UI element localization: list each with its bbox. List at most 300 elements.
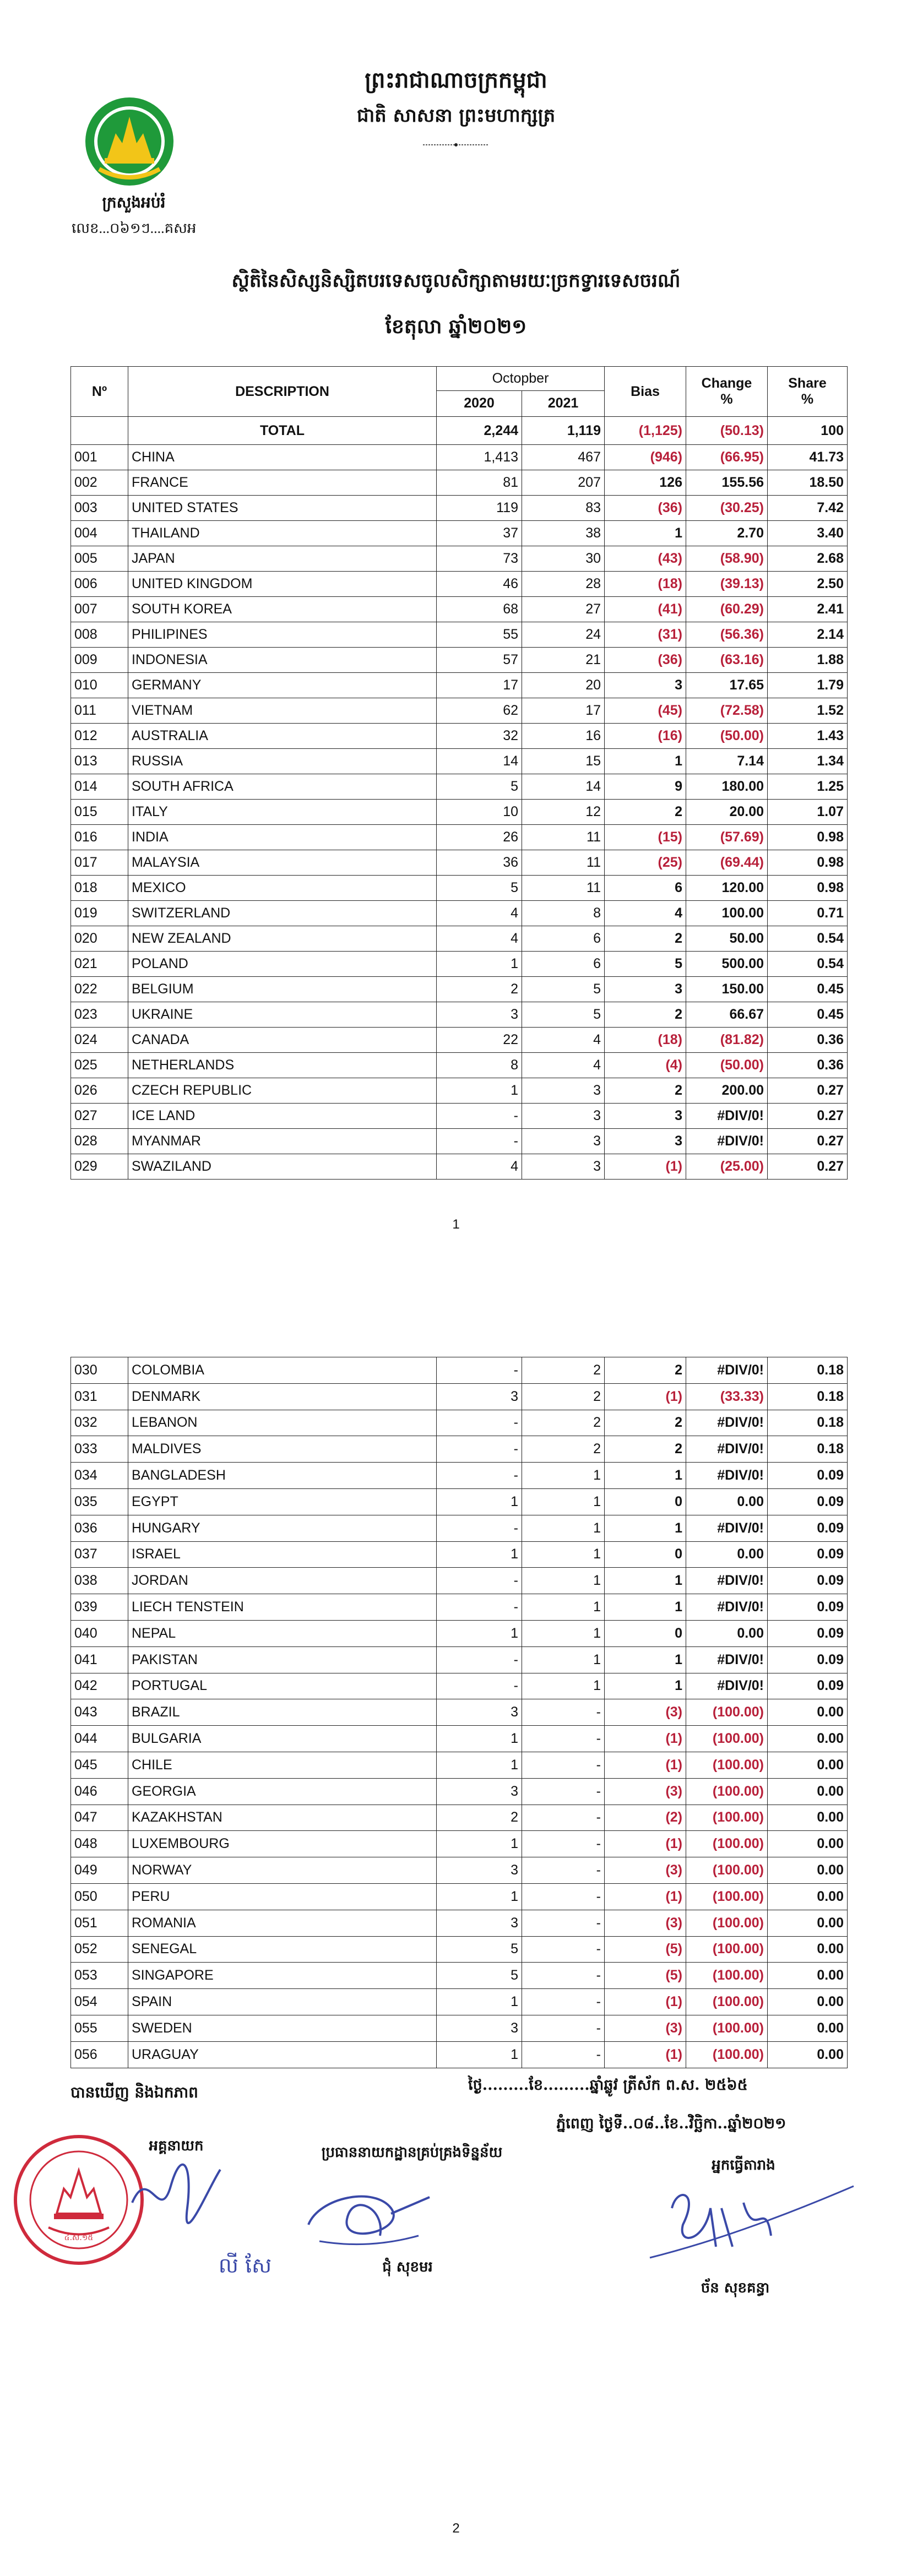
share-value: 0.36	[768, 1028, 848, 1053]
country-name: GERMANY	[128, 673, 437, 698]
value-2020: 4	[437, 1154, 522, 1180]
value-2021: -	[522, 1910, 605, 1936]
share-value: 0.00	[768, 1752, 848, 1778]
table-row	[71, 1594, 848, 1621]
country-name: CZECH REPUBLIC	[128, 1078, 437, 1104]
value-2021: 83	[522, 496, 605, 521]
share-value: 2.50	[768, 572, 848, 597]
value-2021: -	[522, 1857, 605, 1884]
value-2021: -	[522, 1936, 605, 1963]
value-2021: 1	[522, 1515, 605, 1541]
value-2020: 8	[437, 1053, 522, 1078]
row-number: 007	[71, 597, 128, 622]
value-2021: 30	[522, 546, 605, 572]
value-2020: -	[437, 1104, 522, 1129]
bias-value: (18)	[605, 1028, 686, 1053]
value-2020: 3	[437, 1910, 522, 1936]
country-name: NEPAL	[128, 1620, 437, 1646]
bias-value: (3)	[605, 1699, 686, 1726]
value-2021: 12	[522, 800, 605, 825]
bias-value: 2	[605, 1357, 686, 1384]
table-row	[71, 1936, 848, 1963]
row-number: 008	[71, 622, 128, 648]
share-value: 0.98	[768, 850, 848, 876]
value-2021: 11	[522, 825, 605, 850]
table-row	[71, 952, 848, 977]
value-2020: 1	[437, 1752, 522, 1778]
table-row	[71, 622, 848, 648]
table-row	[71, 648, 848, 673]
value-2021: 5	[522, 1002, 605, 1028]
country-name: NORWAY	[128, 1857, 437, 1884]
value-2021: 28	[522, 572, 605, 597]
bias-value: 1	[605, 1515, 686, 1541]
country-name: BULGARIA	[128, 1726, 437, 1752]
country-name: ROMANIA	[128, 1910, 437, 1936]
value-2020: -	[437, 1515, 522, 1541]
country-name: THAILAND	[128, 521, 437, 546]
table-row	[71, 546, 848, 572]
change-value: 0.00	[686, 1541, 768, 1568]
value-2021: 467	[522, 445, 605, 470]
share-value: 0.00	[768, 2041, 848, 2068]
header-change-unit: %	[720, 392, 733, 407]
row-number: 041	[71, 1646, 128, 1673]
change-value: (58.90)	[686, 546, 768, 572]
share-value: 0.00	[768, 1910, 848, 1936]
change-value: #DIV/0!	[686, 1104, 768, 1129]
bias-value: (1)	[605, 1831, 686, 1857]
share-value: 0.09	[768, 1463, 848, 1489]
ministry-logo-icon	[83, 95, 176, 191]
country-name: PHILIPINES	[128, 622, 437, 648]
table-row	[71, 597, 848, 622]
value-2020: 3	[437, 1699, 522, 1726]
bias-value: (2)	[605, 1805, 686, 1831]
row-number: 013	[71, 749, 128, 774]
table-row	[71, 1831, 848, 1857]
country-name: MALAYSIA	[128, 850, 437, 876]
bias-value: 1	[605, 1594, 686, 1621]
total-share: 100	[768, 417, 848, 445]
country-name: COLOMBIA	[128, 1357, 437, 1384]
value-2021: 1	[522, 1463, 605, 1489]
row-number: 051	[71, 1910, 128, 1936]
row-number: 021	[71, 952, 128, 977]
value-2020: 5	[437, 1936, 522, 1963]
value-2020: 3	[437, 1778, 522, 1805]
header-share-unit: %	[801, 392, 814, 407]
table-row	[71, 445, 848, 470]
change-value: (30.25)	[686, 496, 768, 521]
value-2020: 32	[437, 724, 522, 749]
share-value: 1.07	[768, 800, 848, 825]
value-2020: 2	[437, 977, 522, 1002]
table-row	[71, 1053, 848, 1078]
bias-value: (1)	[605, 1752, 686, 1778]
table-row	[71, 724, 848, 749]
bias-value: 3	[605, 1104, 686, 1129]
bias-value: (1)	[605, 1989, 686, 2015]
bias-value: (41)	[605, 597, 686, 622]
bias-value: 3	[605, 977, 686, 1002]
value-2021: 38	[522, 521, 605, 546]
value-2020: 1	[437, 1620, 522, 1646]
share-value: 0.98	[768, 825, 848, 850]
value-2021: -	[522, 1752, 605, 1778]
row-number: 040	[71, 1620, 128, 1646]
value-2021: 2	[522, 1410, 605, 1436]
row-number: 038	[71, 1568, 128, 1594]
row-number: 002	[71, 470, 128, 496]
value-2020: 1	[437, 1541, 522, 1568]
value-2020: 3	[437, 1383, 522, 1410]
table-row	[71, 926, 848, 952]
value-2021: -	[522, 1883, 605, 1910]
name-director-general: លី សែ	[218, 2253, 272, 2278]
country-name: PAKISTAN	[128, 1646, 437, 1673]
share-value: 1.25	[768, 774, 848, 800]
value-2020: -	[437, 1410, 522, 1436]
header-2020: 2020	[437, 390, 522, 416]
change-value: (100.00)	[686, 1936, 768, 1963]
table-row	[71, 1726, 848, 1752]
change-value: (100.00)	[686, 1699, 768, 1726]
share-value: 0.00	[768, 1883, 848, 1910]
bias-value: 1	[605, 1673, 686, 1699]
change-value: 66.67	[686, 1002, 768, 1028]
bias-value: 126	[605, 470, 686, 496]
bias-value: (45)	[605, 698, 686, 724]
change-value: #DIV/0!	[686, 1594, 768, 1621]
bias-value: (31)	[605, 622, 686, 648]
value-2020: 4	[437, 926, 522, 952]
table-row	[71, 1104, 848, 1129]
bias-value: 1	[605, 1646, 686, 1673]
row-number: 006	[71, 572, 128, 597]
bias-value: (1)	[605, 1883, 686, 1910]
value-2021: -	[522, 2041, 605, 2068]
share-value: 3.40	[768, 521, 848, 546]
table-row	[71, 1436, 848, 1463]
bias-value: (1)	[605, 1383, 686, 1410]
value-2021: -	[522, 1989, 605, 2015]
change-value: 200.00	[686, 1078, 768, 1104]
table-row	[71, 1463, 848, 1489]
row-number: 054	[71, 1989, 128, 2015]
change-value: 0.00	[686, 1488, 768, 1515]
share-value: 0.09	[768, 1646, 848, 1673]
country-name: UNITED STATES	[128, 496, 437, 521]
value-2020: -	[437, 1594, 522, 1621]
total-bias: (1,125)	[605, 417, 686, 445]
value-2020: -	[437, 1357, 522, 1384]
country-name: POLAND	[128, 952, 437, 977]
value-2021: 1	[522, 1594, 605, 1621]
row-number: 046	[71, 1778, 128, 1805]
national-motto: ជាតិ សាសនា ព្រះមហាក្សត្រ	[356, 105, 556, 127]
svg-text:៤.ស.១៥: ៤.ស.១៥	[64, 2233, 94, 2242]
bias-value: (36)	[605, 496, 686, 521]
role-director-general: អគ្គនាយក	[149, 2138, 204, 2154]
row-number: 052	[71, 1936, 128, 1963]
row-number: 015	[71, 800, 128, 825]
table-row	[71, 470, 848, 496]
value-2021: -	[522, 1831, 605, 1857]
row-number: 039	[71, 1594, 128, 1621]
row-number: 025	[71, 1053, 128, 1078]
share-value: 0.18	[768, 1383, 848, 1410]
table-row	[71, 1646, 848, 1673]
change-value: 150.00	[686, 977, 768, 1002]
value-2021: 24	[522, 622, 605, 648]
country-name: HUNGARY	[128, 1515, 437, 1541]
change-value: (25.00)	[686, 1154, 768, 1180]
value-2020: 55	[437, 622, 522, 648]
signature-left-icon	[127, 2153, 226, 2230]
share-value: 0.18	[768, 1357, 848, 1384]
row-number: 020	[71, 926, 128, 952]
role-department-head: ប្រធាននាយកដ្ឋានគ្រប់គ្រងទិន្នន័យ	[321, 2144, 503, 2161]
change-value: (100.00)	[686, 1726, 768, 1752]
country-name: CHINA	[128, 445, 437, 470]
value-2021: 11	[522, 876, 605, 901]
row-number: 001	[71, 445, 128, 470]
value-2021: 3	[522, 1104, 605, 1129]
value-2021: 16	[522, 724, 605, 749]
signature-mid-icon	[297, 2175, 441, 2258]
country-name: UKRAINE	[128, 1002, 437, 1028]
value-2020: 3	[437, 1857, 522, 1884]
header-change-label: Change	[701, 376, 752, 391]
change-value: #DIV/0!	[686, 1129, 768, 1154]
value-2020: -	[437, 1129, 522, 1154]
row-number: 050	[71, 1883, 128, 1910]
header-description: DESCRIPTION	[128, 367, 437, 417]
row-number: 003	[71, 496, 128, 521]
value-2021: 15	[522, 749, 605, 774]
ministry-name: ក្រសួងអប់រំ	[102, 193, 166, 211]
bias-value: (3)	[605, 1910, 686, 1936]
change-value: (100.00)	[686, 1910, 768, 1936]
country-name: SINGAPORE	[128, 1963, 437, 1989]
value-2021: 27	[522, 597, 605, 622]
country-name: ISRAEL	[128, 1541, 437, 1568]
role-table-maker: អ្នកធ្វើតារាង	[712, 2157, 775, 2173]
value-2021: 1	[522, 1620, 605, 1646]
row-number: 009	[71, 648, 128, 673]
row-number: 049	[71, 1857, 128, 1884]
value-2020: 3	[437, 2015, 522, 2041]
change-value: 180.00	[686, 774, 768, 800]
bias-value: (946)	[605, 445, 686, 470]
share-value: 0.27	[768, 1129, 848, 1154]
bias-value: (43)	[605, 546, 686, 572]
share-value: 1.43	[768, 724, 848, 749]
table-row	[71, 1154, 848, 1180]
share-value: 0.09	[768, 1673, 848, 1699]
value-2021: 3	[522, 1154, 605, 1180]
value-2021: 4	[522, 1028, 605, 1053]
header-2021: 2021	[522, 390, 605, 416]
share-value: 0.18	[768, 1436, 848, 1463]
row-number: 042	[71, 1673, 128, 1699]
country-name: LEBANON	[128, 1410, 437, 1436]
value-2020: 1	[437, 2041, 522, 2068]
change-value: (56.36)	[686, 622, 768, 648]
total-2021: 1,119	[522, 417, 605, 445]
share-value: 0.71	[768, 901, 848, 926]
value-2020: -	[437, 1673, 522, 1699]
table-row	[71, 572, 848, 597]
change-value: #DIV/0!	[686, 1673, 768, 1699]
table-row	[71, 698, 848, 724]
share-value: 1.88	[768, 648, 848, 673]
change-value: (100.00)	[686, 2015, 768, 2041]
row-number: 012	[71, 724, 128, 749]
table-row	[71, 1078, 848, 1104]
value-2020: 1	[437, 952, 522, 977]
value-2020: 5	[437, 774, 522, 800]
value-2021: 1	[522, 1646, 605, 1673]
row-number: 019	[71, 901, 128, 926]
table-row	[71, 825, 848, 850]
statistics-table-page1	[70, 366, 848, 1180]
country-name: URAGUAY	[128, 2041, 437, 2068]
table-row	[71, 1752, 848, 1778]
value-2020: -	[437, 1568, 522, 1594]
document-title: ស្ថិតិនៃសិស្សនិស្សិតបរទេសចូលសិក្សាតាមរយៈច្រកទ្វារទេសចរណ៍	[231, 270, 681, 292]
change-value: (39.13)	[686, 572, 768, 597]
change-value: #DIV/0!	[686, 1568, 768, 1594]
value-2021: -	[522, 1963, 605, 1989]
country-name: JORDAN	[128, 1568, 437, 1594]
share-value: 0.00	[768, 1857, 848, 1884]
share-value: 0.09	[768, 1515, 848, 1541]
value-2020: 1	[437, 1726, 522, 1752]
row-number: 011	[71, 698, 128, 724]
page-number-2: 2	[452, 2521, 460, 2536]
table-row	[71, 2015, 848, 2041]
share-value: 2.14	[768, 622, 848, 648]
row-number: 017	[71, 850, 128, 876]
value-2021: 21	[522, 648, 605, 673]
change-value: #DIV/0!	[686, 1436, 768, 1463]
value-2021: 3	[522, 1078, 605, 1104]
bias-value: (4)	[605, 1053, 686, 1078]
country-name: SENEGAL	[128, 1936, 437, 1963]
bias-value: 2	[605, 800, 686, 825]
header-period: Octopber	[437, 367, 605, 391]
change-value: #DIV/0!	[686, 1463, 768, 1489]
value-2021: 8	[522, 901, 605, 926]
change-value: 2.70	[686, 521, 768, 546]
country-name: PERU	[128, 1883, 437, 1910]
total-row	[71, 417, 848, 445]
change-value: 500.00	[686, 952, 768, 977]
share-value: 0.36	[768, 1053, 848, 1078]
share-value: 0.09	[768, 1568, 848, 1594]
bias-value: 4	[605, 901, 686, 926]
change-value: (66.95)	[686, 445, 768, 470]
country-name: EGYPT	[128, 1488, 437, 1515]
country-name: MYANMAR	[128, 1129, 437, 1154]
country-name: NEW ZEALAND	[128, 926, 437, 952]
value-2021: -	[522, 1726, 605, 1752]
bias-value: (16)	[605, 724, 686, 749]
value-2020: 1	[437, 1883, 522, 1910]
value-2021: 1	[522, 1541, 605, 1568]
table-row	[71, 496, 848, 521]
bias-value: (3)	[605, 1857, 686, 1884]
row-number: 056	[71, 2041, 128, 2068]
change-value: (100.00)	[686, 1831, 768, 1857]
bias-value: (3)	[605, 1778, 686, 1805]
bias-value: 3	[605, 673, 686, 698]
share-value: 0.00	[768, 1805, 848, 1831]
share-value: 0.00	[768, 1963, 848, 1989]
row-number: 031	[71, 1383, 128, 1410]
total-no	[71, 417, 128, 445]
country-name: ICE LAND	[128, 1104, 437, 1129]
change-value: 7.14	[686, 749, 768, 774]
share-value: 0.27	[768, 1154, 848, 1180]
value-2020: 73	[437, 546, 522, 572]
solar-date: ភ្នំពេញ ថ្ងៃទី..០៨..ខែ..វិច្ឆិកា..ឆ្នាំ២០២១	[556, 2115, 786, 2132]
bias-value: (25)	[605, 850, 686, 876]
value-2020: 5	[437, 1963, 522, 1989]
table-row	[71, 850, 848, 876]
change-value: #DIV/0!	[686, 1515, 768, 1541]
page-number-1: 1	[452, 1217, 460, 1232]
value-2021: 17	[522, 698, 605, 724]
value-2020: 17	[437, 673, 522, 698]
bias-value: 1	[605, 749, 686, 774]
bias-value: 1	[605, 521, 686, 546]
change-value: 20.00	[686, 800, 768, 825]
share-value: 2.41	[768, 597, 848, 622]
bias-value: 2	[605, 1410, 686, 1436]
bias-value: 1	[605, 1568, 686, 1594]
name-department-head: ជុំ សុខមរ	[382, 2259, 433, 2275]
value-2020: 1	[437, 1831, 522, 1857]
country-name: MEXICO	[128, 876, 437, 901]
signature-right-icon	[639, 2175, 859, 2269]
country-name: BANGLADESH	[128, 1463, 437, 1489]
change-value: (72.58)	[686, 698, 768, 724]
share-value: 0.45	[768, 977, 848, 1002]
table-row	[71, 1778, 848, 1805]
change-value: (100.00)	[686, 1989, 768, 2015]
share-value: 0.00	[768, 1831, 848, 1857]
change-value: (100.00)	[686, 1805, 768, 1831]
change-value: (63.16)	[686, 648, 768, 673]
name-table-maker: ច័ន សុខគន្ធា	[701, 2280, 770, 2296]
value-2021: 4	[522, 1053, 605, 1078]
country-name: SWAZILAND	[128, 1154, 437, 1180]
change-value: 50.00	[686, 926, 768, 952]
change-value: #DIV/0!	[686, 1410, 768, 1436]
value-2021: -	[522, 1778, 605, 1805]
country-name: UNITED KINGDOM	[128, 572, 437, 597]
value-2021: 2	[522, 1436, 605, 1463]
row-number: 027	[71, 1104, 128, 1129]
table-row	[71, 1357, 848, 1384]
share-value: 2.68	[768, 546, 848, 572]
value-2020: 62	[437, 698, 522, 724]
value-2021: -	[522, 2015, 605, 2041]
table-row	[71, 1673, 848, 1699]
